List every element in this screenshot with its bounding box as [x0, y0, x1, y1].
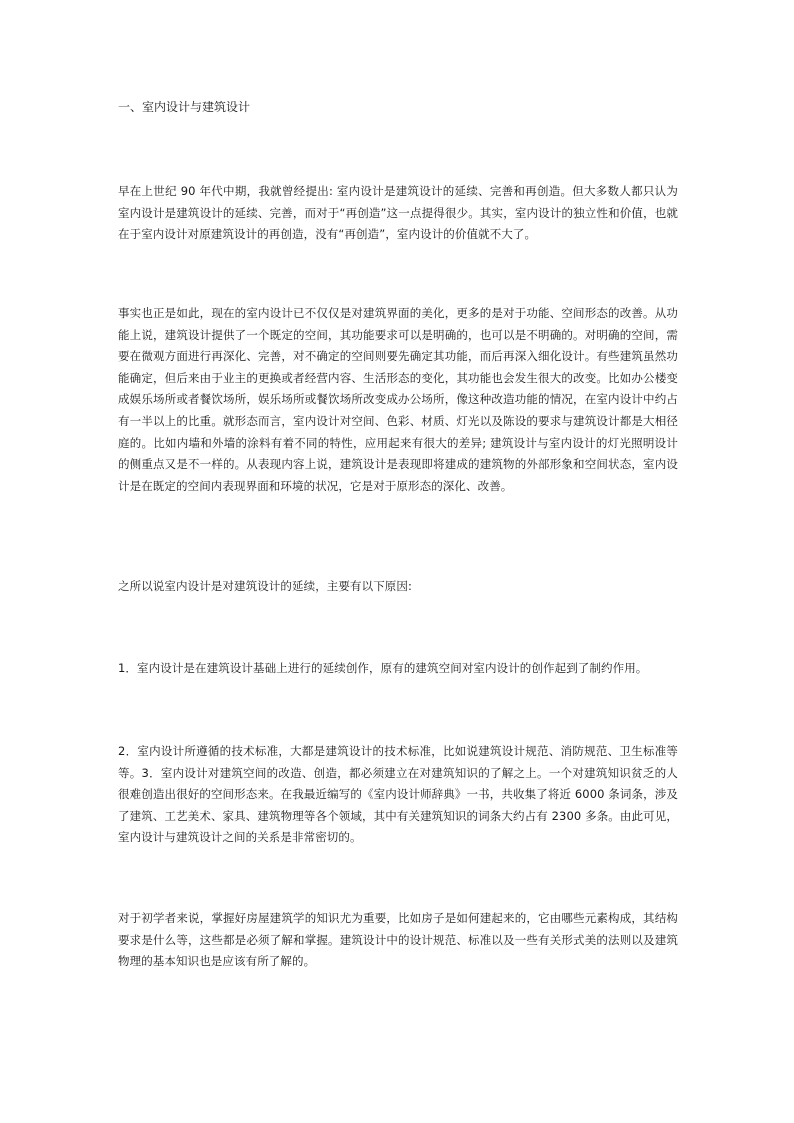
paragraph-recreation-thesis: 早在上世纪 90 年代中期，我就曾经提出: 室内设计是建筑设计的延续、完善和再创造。但大多数人都只认为室内设计是建筑设计的延续、完善，而对于“再创造”这一点提得很少。其实，室内设计的独立性和价值，也就在于室内设计对原建筑设计的再创造，没有“再创造”，室内设计的价值就不大了。 [118, 184, 678, 242]
paragraph-reason-2-3: 2．室内设计所遵循的技术标准，大都是建筑设计的技术标准，比如说建筑设计规范、消防规范、卫生标准等等。3．室内设计对建筑空间的改造、创造，都必须建立在对建筑知识的了解之上。一个对建筑知识贫乏的人很难创造出很好的空间形态来。在我最近编写的《室内设计师辞典》一书，共收集了将近 6000 条词条，涉及了建筑、工艺美术、家具、建筑物理等各个领域，其中有关建筑知识的词条大约占有 2300 多条。由此可见，室内设计与建筑设计之间的关系是非常密切的。 [118, 744, 678, 845]
paragraph-reason-1: 1．室内设计是在建筑设计基础上进行的延续创作，原有的建筑空间对室内设计的创作起到了制约作用。 [118, 661, 648, 675]
paragraph-function-and-form: 事实也正是如此，现在的室内设计已不仅仅是对建筑界面的美化，更多的是对于功能、空间形态的改善。从功能上说，建筑设计提供了一个既定的空间，其功能要求可以是明确的，也可以是不明确的。对明确的空间，需要在微观方面进行再深化、完善，对不确定的空间则要先确定其功能，而后再深入细化设计。有些建筑虽然功能确定，但后来由于业主的更换或者经营内容、生活形态的变化，其功能也会发生很大的改变。比如办公楼变成娱乐场所或者餐饮场所，娱乐场所或餐饮场所改变成办公场所，像这种改造功能的情况，在室内设计中约占有一半以上的比重。就形态而言，室内设计对空间、色彩、材质、灯光以及陈设的要求与建筑设计都是大相径庭的。比如内墙和外墙的涂料有着不同的特性，应用起来有很大的差异; 建筑设计与室内设计的灯光照明设计的侧重点又是不一样的。从表现内容上说，建筑设计是表现即将建成的建筑物的外部形象和空间状态，室内设计是在既定的空间内表现界面和环境的状况，它是对于原形态的深化、改善。 [118, 306, 678, 493]
paragraph-beginners-advice: 对于初学者来说，掌握好房屋建筑学的知识尤为重要，比如房子是如何建起来的，它由哪些元素构成，其结构要求是什么等，这些都是必须了解和掌握。建筑设计中的设计规范、标准以及一些有关形式美的法则以及建筑物理的基本知识也是应该有所了解的。 [118, 911, 678, 969]
paragraph-continuation-reasons-intro: 之所以说室内设计是对建筑设计的延续，主要有以下原因: [118, 579, 412, 593]
section-heading: 一、室内设计与建筑设计 [118, 100, 251, 114]
